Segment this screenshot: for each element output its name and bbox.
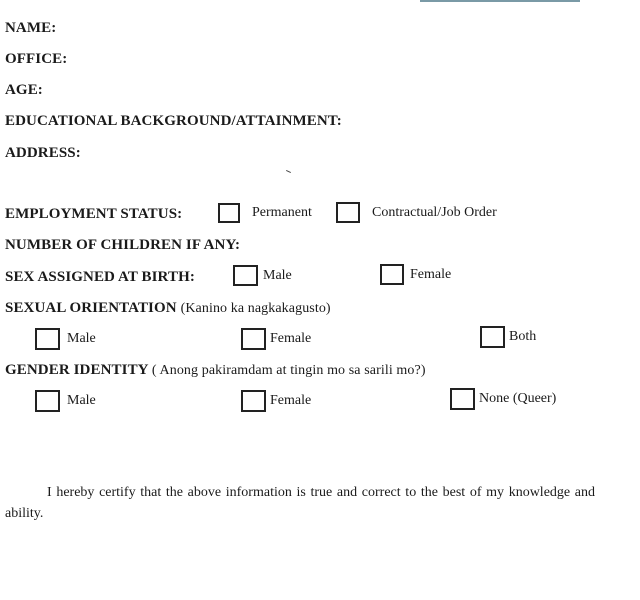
sex-at-birth-label: SEX ASSIGNED AT BIRTH: xyxy=(5,269,195,285)
contractual-label: Contractual/Job Order xyxy=(372,204,497,220)
sexual-orientation-note: (Kanino ka nagkakagusto) xyxy=(180,301,331,316)
orientation-male-label: Male xyxy=(67,331,96,346)
permanent-checkbox[interactable] xyxy=(218,203,240,223)
stray-mark xyxy=(286,170,291,173)
employment-contractual-option[interactable] xyxy=(336,202,497,223)
sex-female-checkbox[interactable] xyxy=(380,264,404,285)
certification-statement: I hereby certify that the above information is true and correct to the best of my knowledge and ability. xyxy=(5,485,595,521)
gender-identity-label: GENDER IDENTITY xyxy=(5,362,149,378)
employment-permanent-option[interactable] xyxy=(218,203,312,223)
orientation-male-checkbox[interactable] xyxy=(35,328,60,350)
gender-identity-note: ( Anong pakiramdam at tingin mo sa sarili mo?) xyxy=(151,363,426,378)
sexual-orientation-heading xyxy=(5,300,331,317)
gender-male-option[interactable] xyxy=(35,390,96,412)
gender-female-checkbox[interactable] xyxy=(241,390,266,412)
contractual-checkbox[interactable] xyxy=(336,202,360,223)
orientation-male-option[interactable] xyxy=(35,328,96,350)
sex-female-label: Female xyxy=(410,266,452,282)
orientation-female-label: Female xyxy=(270,331,312,346)
orientation-female-checkbox[interactable] xyxy=(241,328,266,350)
age-label: AGE: xyxy=(5,82,43,98)
sexual-orientation-label: SEXUAL ORIENTATION xyxy=(5,300,177,316)
education-label: EDUCATIONAL BACKGROUND/ATTAINMENT: xyxy=(5,113,342,129)
sex-male-label: Male xyxy=(263,267,292,283)
children-label: NUMBER OF CHILDREN IF ANY: xyxy=(5,237,241,253)
orientation-female-option[interactable] xyxy=(241,328,311,350)
office-label: OFFICE: xyxy=(5,51,68,67)
gender-male-checkbox[interactable] xyxy=(35,390,60,412)
gender-male-label: Male xyxy=(67,393,96,408)
gender-female-option[interactable] xyxy=(241,390,311,412)
orientation-both-option[interactable] xyxy=(480,326,536,348)
orientation-both-label: Both xyxy=(509,329,537,344)
gender-female-label: Female xyxy=(270,393,312,408)
sex-male-checkbox[interactable] xyxy=(233,265,258,286)
gender-none-queer-label: None (Queer) xyxy=(479,391,557,406)
gender-none-queer-option[interactable] xyxy=(450,388,556,410)
address-label: ADDRESS: xyxy=(5,145,81,161)
sex-male-option[interactable] xyxy=(233,265,292,286)
top-rule xyxy=(420,0,580,2)
sex-female-option[interactable] xyxy=(380,264,451,285)
gender-none-queer-checkbox[interactable] xyxy=(450,388,475,410)
name-label: NAME: xyxy=(5,20,57,36)
permanent-label: Permanent xyxy=(252,205,312,220)
gender-identity-heading xyxy=(5,362,426,379)
orientation-both-checkbox[interactable] xyxy=(480,326,505,348)
employment-status-label: EMPLOYMENT STATUS: xyxy=(5,206,183,222)
